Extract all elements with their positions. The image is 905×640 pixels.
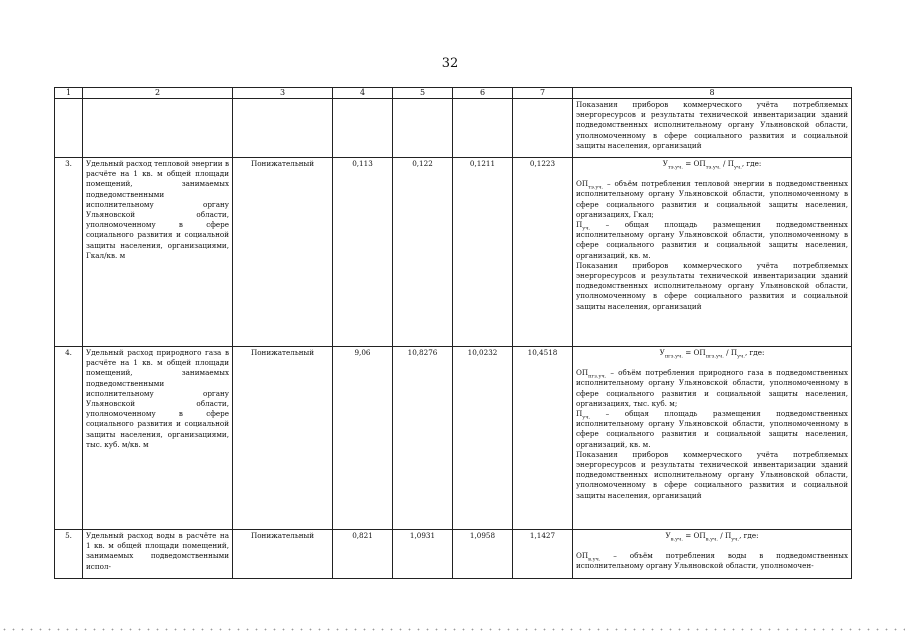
method-cell — [573, 158, 852, 347]
header-cell: 8 — [573, 88, 852, 99]
row-number: 4. — [55, 347, 83, 530]
value-col5: 0,122 — [393, 158, 453, 347]
definition: $П_{уч.}$ – общая площадь размещения подведомственных исполнительному органу Ульяновской области, уполномоченному в сфере социального развития и социальной защиты населения, организаций, кв. м. — [576, 220, 848, 260]
indicator-name: Удельный расход тепловой энергии в расчёте на 1 кв. м общей площади помещений, занимаемых подведомственными исполнительному органу Ульяновской области, уполномоченному в сфере социального развития и социальной защиты населения, организациями, Гкал/кв. м — [83, 158, 233, 347]
value-col5: 1,0931 — [393, 530, 453, 579]
header-cell: 3 — [233, 88, 333, 99]
value-col4: 0,821 — [333, 530, 393, 579]
table-row — [55, 158, 852, 347]
definition: $ОП_{в.уч.}$ – объём потребления воды в подведомственных исполнительному органу Ульяновской области, уполномочен- — [576, 551, 848, 571]
indicators-table — [54, 87, 852, 579]
header-cell: 6 — [453, 88, 513, 99]
data-source: Показания приборов коммерческого учёта потребляемых энергоресурсов и результаты технической инвентаризации зданий подведомственных исполнительному органу Ульяновской области, уполномоченному в сфере социального развития и социальной защиты населения, организаций — [576, 449, 848, 500]
table-row — [55, 347, 852, 530]
table-row-continuation — [55, 99, 852, 158]
indicator-type: Понижательный — [233, 158, 333, 347]
page-number: 32 — [441, 56, 459, 71]
formula: $У_{тэ.уч.} = ОП_{тэ.уч.} / П_{уч.}$, где: — [662, 159, 762, 171]
value-col7: 1,1427 — [513, 530, 573, 579]
value-col7: 10,4518 — [513, 347, 573, 530]
indicator-name: Удельный расход воды в расчёте на 1 кв. м общей площади помещений, занимаемых подведомственными испол- — [83, 530, 233, 579]
table-row — [55, 530, 852, 579]
header-cell: 1 — [55, 88, 83, 99]
value-col6: 10,0232 — [453, 347, 513, 530]
value-col7: 0,1223 — [513, 158, 573, 347]
value-col6: 1,0958 — [453, 530, 513, 579]
method-cell — [573, 347, 852, 530]
scan-dot-line — [0, 628, 905, 631]
header-cell: 2 — [83, 88, 233, 99]
method-cell — [573, 530, 852, 579]
definition: $ОП_{пгз.уч.}$ – объём потребления природного газа в подведомственных исполнительному органу Ульяновской области, уполномоченному в сфере социального развития и социальной защиты населения, организациях, тыс. куб. м; — [576, 368, 848, 408]
header-cell: 7 — [513, 88, 573, 99]
value-col5: 10,8276 — [393, 347, 453, 530]
definition: $ОП_{тэ.уч.}$ – объём потребления тепловой энергии в подведомственных исполнительному органу Ульяновской области, уполномоченному в сфере социального развития и социальной защиты населения, организациях, Гкал; — [576, 179, 848, 219]
row-number: 5. — [55, 530, 83, 579]
data-source: Показания приборов коммерческого учёта потребляемых энергоресурсов и результаты технической инвентаризации зданий подведомственных исполнительному органу Ульяновской области, уполномоченному в сфере социального развития и социальной защиты населения, организаций — [576, 100, 848, 150]
value-col4: 0,113 — [333, 158, 393, 347]
data-source: Показания приборов коммерческого учёта потребляемых энергоресурсов и результаты технической инвентаризации зданий подведомственных исполнительному органу Ульяновской области, уполномоченному в сфере социального развития и социальной защиты населения, организаций — [576, 260, 848, 311]
definition: $П_{уч.}$ – общая площадь размещения подведомственных исполнительному органу Ульяновской области, уполномоченному в сфере социального развития и социальной защиты населения, организаций, кв. м. — [576, 409, 848, 449]
value-col6: 0,1211 — [453, 158, 513, 347]
header-row — [55, 88, 852, 99]
formula: $У_{пгз.уч.} = ОП_{пгз.уч.} / П_{уч.}$, где: — [659, 348, 765, 360]
header-cell: 4 — [333, 88, 393, 99]
indicator-type: Понижательный — [233, 530, 333, 579]
row-number: 3. — [55, 158, 83, 347]
indicator-name: Удельный расход природного газа в расчёте на 1 кв. м общей площади помещений, занимаемых подведомственными исполнительному органу Ульяновской области, уполномоченному в сфере социального развития и социальной защиты населения, организациями, тыс. куб. м/кв. м — [83, 347, 233, 530]
header-cell: 5 — [393, 88, 453, 99]
indicator-type: Понижательный — [233, 347, 333, 530]
value-col4: 9,06 — [333, 347, 393, 530]
formula: $У_{в.уч.} = ОП_{в.уч.} / П_{уч.}$, где: — [665, 531, 759, 543]
